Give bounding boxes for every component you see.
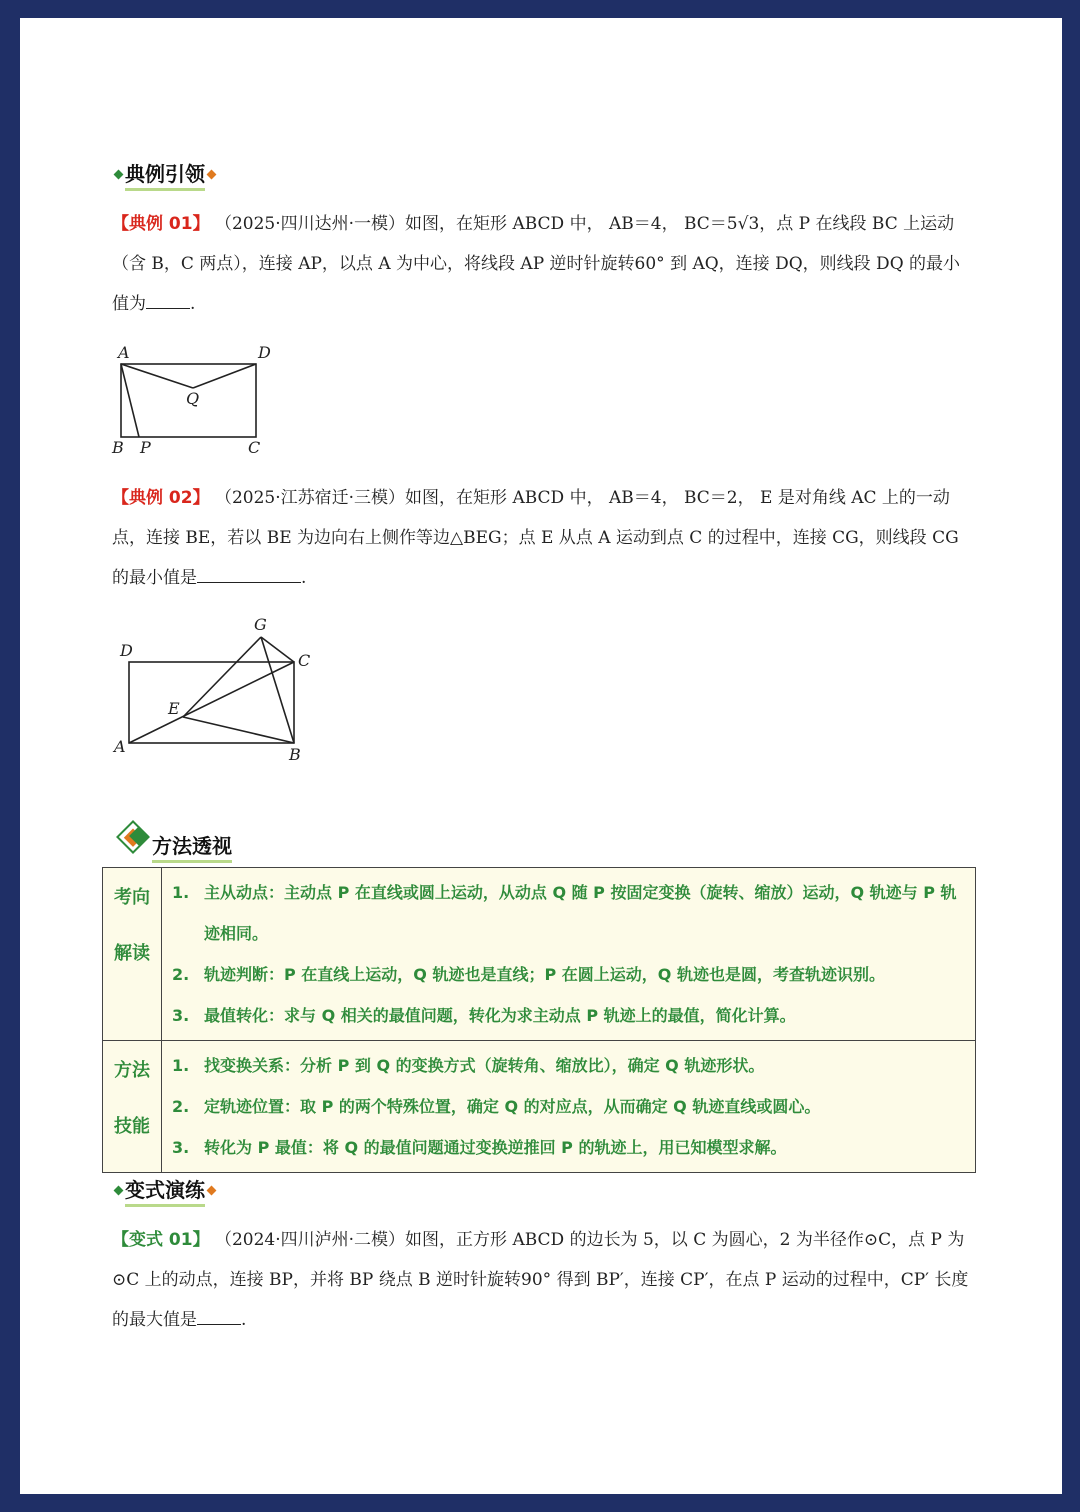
answer-blank [197,1310,241,1325]
diamond-icon [114,170,124,180]
item-number: 3. [172,1138,190,1157]
list-item [172,995,967,1036]
item-text: 找变换关系：分析 P 到 Q 的变换方式（旋转角、缩放比），确定 Q 轨迹形状。 [204,1056,765,1075]
table-row [103,1041,976,1173]
answer-blank [146,294,190,309]
item-text: 转化为 P 最值：将 Q 的最值问题通过变换逆推回 P 的轨迹上，用已知模型求解。 [204,1138,787,1157]
section-heading-variants [112,1174,218,1207]
row-label-line: 技能 [114,1116,150,1137]
item-number: 1. [172,1056,190,1075]
section-title: 方法透视 [152,830,232,863]
figure-1 [108,340,288,460]
figure-2 [108,614,328,764]
list-item [172,1086,967,1127]
label-e: E [168,699,180,718]
label-b: B [112,438,124,457]
item-text: 定轨迹位置：取 P 的两个特殊位置，确定 Q 的对应点，从而确定 Q 轨迹直线或圆心。 [204,1097,821,1116]
variant-01-end: . [241,1310,247,1330]
segment-aq [121,364,193,388]
row-label [103,868,162,1041]
label-g: G [254,615,267,634]
variant-01-body: （2024·四川泸州·二模）如图，正方形 ABCD 的边长为 5，以 C 为圆心，2 为半径作⊙C，点 P 为⊙C 上的动点，连接 BP，并将 BP 绕点 B 逆时针旋转90° 得到 BP′，连接 CP′，在点 P 运动的过程中，CP′ 长度的最大值是 [112,1230,969,1330]
answer-blank [197,568,301,583]
label-d: D [120,641,133,660]
example-02-end: . [301,568,307,588]
row-label [103,1041,162,1173]
variant-01-text [112,1220,972,1340]
section-title: 典例引领 [125,158,205,191]
segment-eg [183,637,261,717]
section-heading-method [152,830,232,863]
label-d: D [258,343,271,362]
list-item [172,872,967,954]
diamond-icon [207,170,217,180]
row-content [162,868,976,1041]
segment-eb [183,717,294,743]
item-number: 1. [172,883,190,902]
diamond-icon [114,1186,124,1196]
variant-01-tag: 【变式 01】 [112,1230,210,1250]
segment-gb [261,637,294,743]
list-item [172,954,967,995]
item-text: 轨迹判断：P 在直线上运动，Q 轨迹也是直线；P 在圆上运动，Q 轨迹也是圆，考查轨迹识别。 [204,965,885,984]
diagonal-ac [129,662,294,743]
label-p: P [140,438,151,457]
table-row [103,868,976,1041]
example-01-end: . [190,294,196,314]
diamond-icon [207,1186,217,1196]
example-01-body: （2025·四川达州·一模）如图，在矩形 ABCD 中， AB＝4， BC＝5√3，点 P 在线段 BC 上运动（含 B，C 两点），连接 AP，以点 A 为中心，将线段 AP 逆时针旋转60° 到 AQ，连接 DQ，则线段 DQ 的最小值为 [112,214,961,314]
list-item [172,1127,967,1168]
section-heading-examples [112,158,218,191]
example-02-tag: 【典例 02】 [112,488,210,508]
method-diamond-icon [114,820,154,856]
label-a: A [114,737,126,756]
segment-gc [261,637,294,662]
method-table [102,867,976,1173]
segment-qd [193,364,256,388]
page [20,18,1062,1494]
label-c: C [248,438,261,457]
label-b: B [289,745,301,764]
label-q: Q [186,389,200,408]
list-item [172,1045,967,1086]
item-text: 最值转化：求与 Q 相关的最值问题，转化为求主动点 P 轨迹上的最值，简化计算。 [204,1006,796,1025]
item-text: 主从动点：主动点 P 在直线或圆上运动，从动点 Q 随 P 按固定变换（旋转、缩放）运动，Q 轨迹与 P 轨迹相同。 [204,883,957,943]
row-content [162,1041,976,1173]
label-c: C [298,651,311,670]
label-a: A [118,343,130,362]
row-label-line: 解读 [114,943,150,964]
example-02-body: （2025·江苏宿迁·三模）如图，在矩形 ABCD 中， AB＝4， BC＝2， E 是对角线 AC 上的一动点，连接 BE，若以 BE 为边向右上侧作等边△BEG；点 E 从点 A 运动到点 C 的过程中，连接 CG，则线段 CG 的最小值是 [112,488,959,588]
item-number: 2. [172,965,190,984]
segment-ap [121,364,139,437]
example-02-text [112,478,972,598]
example-01-text [112,204,972,324]
item-number: 2. [172,1097,190,1116]
item-number: 3. [172,1006,190,1025]
section-title: 变式演练 [125,1174,205,1207]
row-label-line: 方法 [114,1060,150,1081]
row-label-line: 考向 [114,887,150,908]
example-01-tag: 【典例 01】 [112,214,210,234]
